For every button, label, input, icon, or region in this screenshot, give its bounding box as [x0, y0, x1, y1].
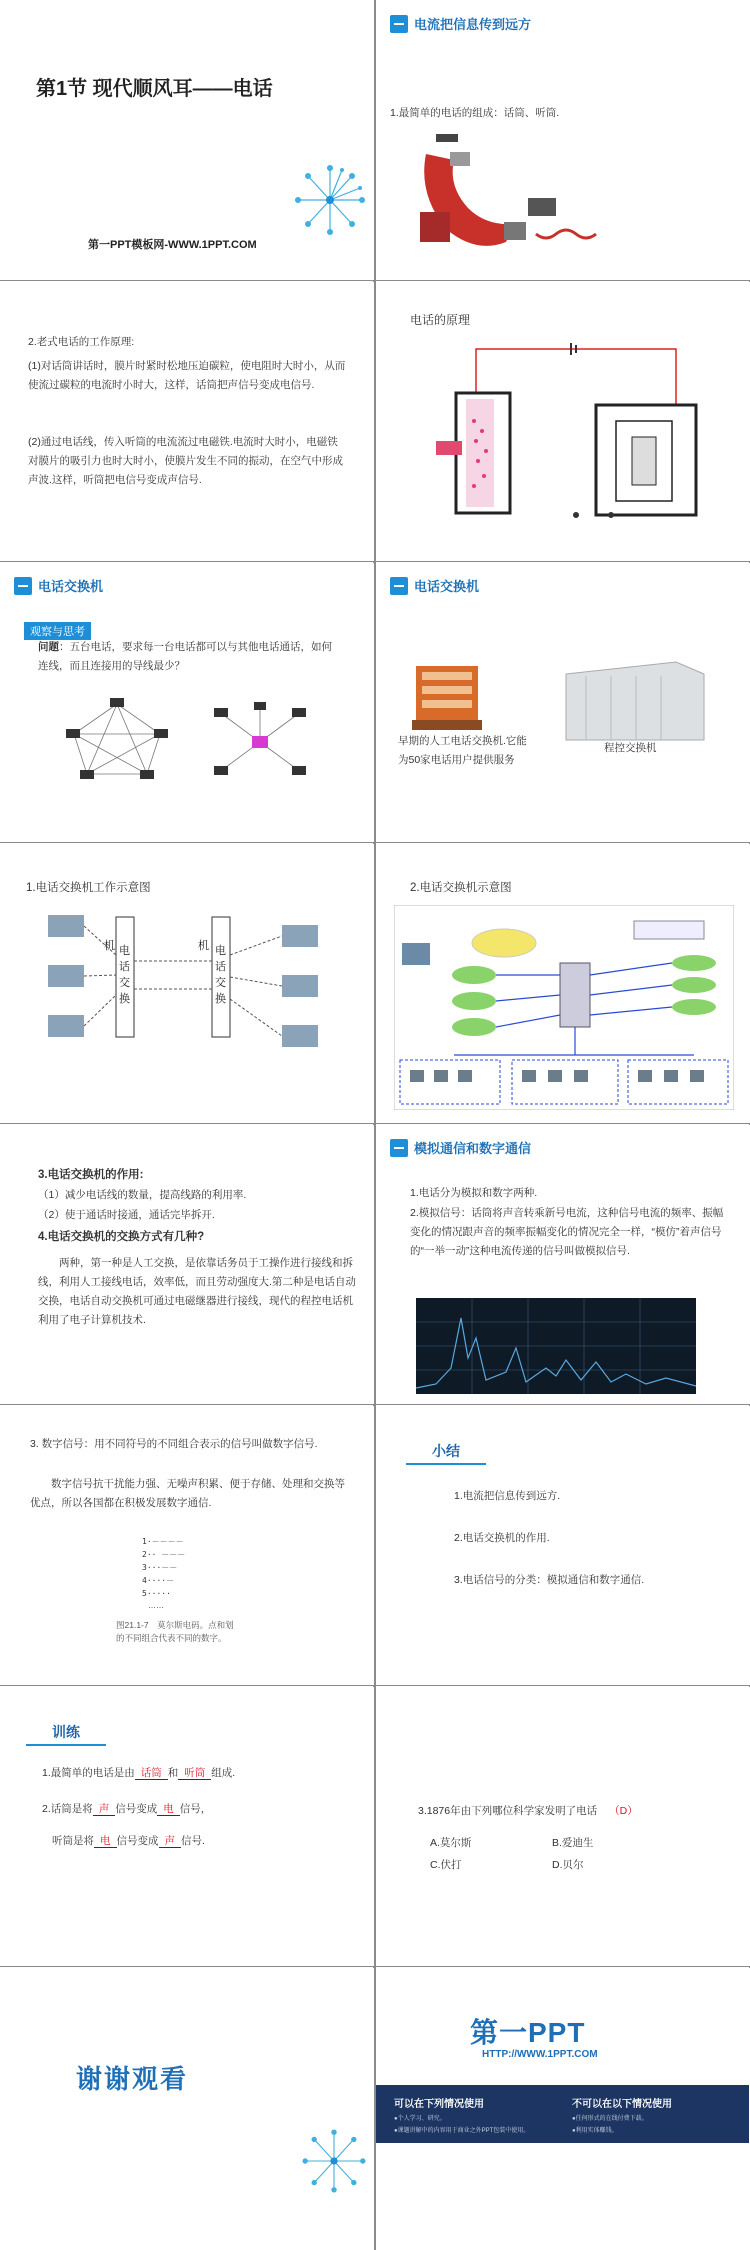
caption: 程控交换机 — [604, 742, 657, 754]
morse-code-line: 1·－－－－ — [142, 1537, 184, 1546]
star-connection-diagram — [210, 702, 310, 782]
dandelion-icon — [290, 160, 370, 240]
morse-code-line: 2·· －－－ — [142, 1550, 186, 1559]
analog-signal-chart — [416, 1298, 696, 1394]
option-b: B.爱迪生 — [552, 1837, 594, 1849]
section-icon — [390, 1139, 408, 1157]
summary-title: 小结 — [432, 1443, 460, 1459]
exchange-label: 机 — [104, 940, 115, 952]
exchange-label: 电话交换 — [215, 945, 226, 1005]
cannot-use-item: ●利用实体赚钱。 — [572, 2128, 618, 2134]
text-line: 1.电话分为模拟和数字两种. — [410, 1187, 538, 1199]
link-list-panel — [376, 2143, 749, 2246]
question — [38, 638, 338, 676]
section-icon — [14, 577, 32, 595]
section-icon — [390, 15, 408, 33]
exchange-network-diagram — [394, 905, 734, 1110]
answer-blank: 话筒 — [135, 1767, 168, 1780]
question-label: 问题 — [38, 641, 59, 653]
q-text: 信号. — [181, 1835, 205, 1847]
can-use-heading: 可以在下列情况使用 — [394, 2099, 484, 2110]
slide-exchange-function[interactable] — [0, 1124, 373, 1403]
slide-practice[interactable] — [0, 1686, 373, 1965]
q-text: 信号， — [179, 1803, 212, 1815]
answer-blank: 电 — [94, 1835, 117, 1848]
option-a: A.莫尔斯 — [430, 1837, 472, 1849]
section-heading: 电流把信息传到远方 — [414, 17, 532, 32]
q-text: 信号变成 — [115, 1803, 158, 1815]
section-heading: 电话交换机 — [414, 579, 480, 594]
q-text: 组成. — [211, 1767, 236, 1779]
section-title: 2.老式电话的工作原理: — [28, 336, 135, 348]
summary-item: 2.电话交换机的作用. — [454, 1532, 550, 1544]
slide-principle[interactable] — [376, 281, 749, 560]
mesh-connection-diagram — [62, 694, 172, 784]
q-text: 听筒是将 — [52, 1835, 94, 1847]
option-c: C.伏打 — [430, 1859, 462, 1871]
q-text: 3.1876年由下列哪位科学家发明了电话 — [418, 1805, 598, 1817]
quiz-answer: （D） — [609, 1805, 638, 1817]
slide-summary[interactable] — [376, 1405, 749, 1684]
slide-brand[interactable] — [376, 1967, 749, 2246]
answer-blank: 听筒 — [178, 1767, 211, 1780]
answer-blank: 声 — [93, 1803, 116, 1816]
thanks-title: 谢谢观看 — [76, 2064, 189, 2094]
can-use-item: ●课题讲解中的内容用于商业之外PPT包装中使用。 — [394, 2128, 530, 2134]
telephone-receiver-icon — [416, 134, 606, 259]
dandelion-icon — [298, 2125, 370, 2197]
figure-caption: 图21.1-7 莫尔斯电码。点和划的不同组合代表不同的数字。 — [116, 1620, 234, 1643]
q-text: 信号变成 — [116, 1835, 159, 1847]
brand-url: HTTP://WWW.1PPT.COM — [482, 2049, 598, 2060]
q-text: 和 — [167, 1767, 179, 1779]
paragraph: 两种，第一种是人工交换，是依靠话务员于工操作进行接线和拆线，利用人工接线电话，效率低，而且劳动强度大.第二种是电话自动交换，电话自动交换机可通过电磁继器进行接线，现代的程控电话机利用了电子计算机技术. — [38, 1257, 356, 1326]
license-panel — [376, 2085, 749, 2246]
practice-q2 — [42, 1800, 211, 1819]
slide-title: 1.电话交换机工作示意图 — [26, 882, 151, 894]
answer-blank: 声 — [159, 1835, 182, 1848]
question-text: ：五台电话，要求每一台电话都可以与其他电话通话，如何连线，而且连接用的导线最少？ — [38, 641, 332, 672]
slide-exchange-network[interactable] — [376, 843, 749, 1122]
page-title: 第1节 现代顺风耳——电话 — [36, 78, 273, 100]
morse-code-list — [142, 1535, 185, 1600]
cannot-use-heading: 不可以在以下情况使用 — [572, 2099, 672, 2110]
slide-title: 电话的原理 — [410, 313, 471, 327]
cannot-use-item: ●任何形式的在线付费下载。 — [572, 2116, 648, 2122]
answer-blank: 电 — [157, 1803, 180, 1816]
section-icon — [390, 577, 408, 595]
slide-title[interactable] — [0, 0, 373, 279]
practice-q1 — [42, 1764, 235, 1783]
exchange-schematic-diagram — [48, 905, 318, 1105]
q-text: 2.话筒是将 — [42, 1803, 93, 1815]
paragraph: 2.模拟信号：话筒将声音转乘新号电流，这种信号电流的频率、振幅变化的情况跟声音的频率振幅变化的情况完全一样，“模仿”着声信号的“一举一动”这种电流传递的信号叫做模拟信号. — [410, 1207, 724, 1257]
paragraph: (2)通过电话线，传入听筒的电流流过电磁铁.电流时大时小，电磁铁对膜片的吸引力也时大时小，使膜片发生不同的振动，在空气中形成声波.这样，听筒把电信号变成声信号. — [28, 436, 343, 486]
slide-thanks[interactable] — [0, 1967, 373, 2246]
slide-analog-digital[interactable] — [376, 1124, 749, 1403]
morse-code-line: 4····－ — [142, 1576, 175, 1585]
paragraph: 3. 数字信号：用不同符号的不同组合表示的信号叫做数字信号. — [30, 1438, 318, 1450]
section-title: 4.电话交换机的交换方式有几种? — [38, 1231, 205, 1243]
title-underline — [26, 1744, 106, 1746]
slide-exchange-machines[interactable] — [376, 562, 749, 841]
slide-title: 2.电话交换机示意图 — [410, 882, 512, 894]
manual-switchboard-image — [412, 662, 482, 732]
practice-title: 训练 — [52, 1724, 80, 1740]
slide-old-phone[interactable] — [0, 281, 373, 560]
section-title: 3.电话交换机的作用: — [38, 1169, 144, 1181]
paragraph: 数字信号抗干扰能力强、无噪声积累、便于存储、处理和交换等优点，所以各国都在积极发展数字通信. — [30, 1478, 345, 1509]
morse-code-line: 5····· — [142, 1589, 171, 1598]
caption: 早期的人工电话交换机.它能为50家电话用户提供服务 — [398, 735, 527, 766]
section-heading: 模拟通信和数字通信 — [414, 1141, 532, 1156]
slide-exchange-question[interactable] — [0, 562, 373, 841]
summary-item: 1.电流把信息传到远方. — [454, 1490, 561, 1502]
list-item: （1）减少电话线的数量，提高线路的利用率. — [38, 1189, 247, 1201]
paragraph: (1)对话筒讲话时，膜片时紧时松地压迫碳粒，使电阻时大时小，从而使流过碳粒的电流时小时大，这样，话筒把声信号变成电信号. — [28, 360, 346, 391]
site-url: 第一PPT模板网-WWW.1PPT.COM — [88, 239, 257, 251]
morse-ellipsis: …… — [148, 1601, 164, 1610]
exchange-label: 机 — [198, 940, 209, 952]
text-line: 1.最简单的电话的组成：话筒、听筒. — [390, 107, 560, 119]
slide-exchange-schematic[interactable] — [0, 843, 373, 1122]
list-item: （2）使于通话时接通，通话完毕拆开. — [38, 1209, 215, 1221]
section-heading: 电话交换机 — [38, 579, 104, 594]
slide-phone[interactable] — [376, 0, 749, 279]
q-text: 1.最简单的电话是由 — [42, 1767, 135, 1779]
program-switch-image — [556, 654, 706, 744]
option-d: D.贝尔 — [552, 1859, 584, 1871]
practice-q3 — [52, 1832, 205, 1851]
observe-badge: 观察与思考 — [24, 622, 91, 640]
circuit-diagram — [436, 341, 706, 531]
slide-digital-signal[interactable] — [0, 1405, 373, 1684]
title-underline — [406, 1463, 486, 1465]
summary-item: 3.电话信号的分类：模拟通信和数字通信. — [454, 1574, 645, 1586]
brand-logo: 第一PPT — [470, 2017, 586, 2048]
morse-code-line: 3···－－ — [142, 1563, 178, 1572]
slide-quiz[interactable] — [376, 1686, 749, 1965]
can-use-item: ●个人学习、研究。 — [394, 2116, 446, 2122]
quiz-question — [418, 1802, 638, 1821]
exchange-label: 电话交换 — [119, 945, 130, 1005]
